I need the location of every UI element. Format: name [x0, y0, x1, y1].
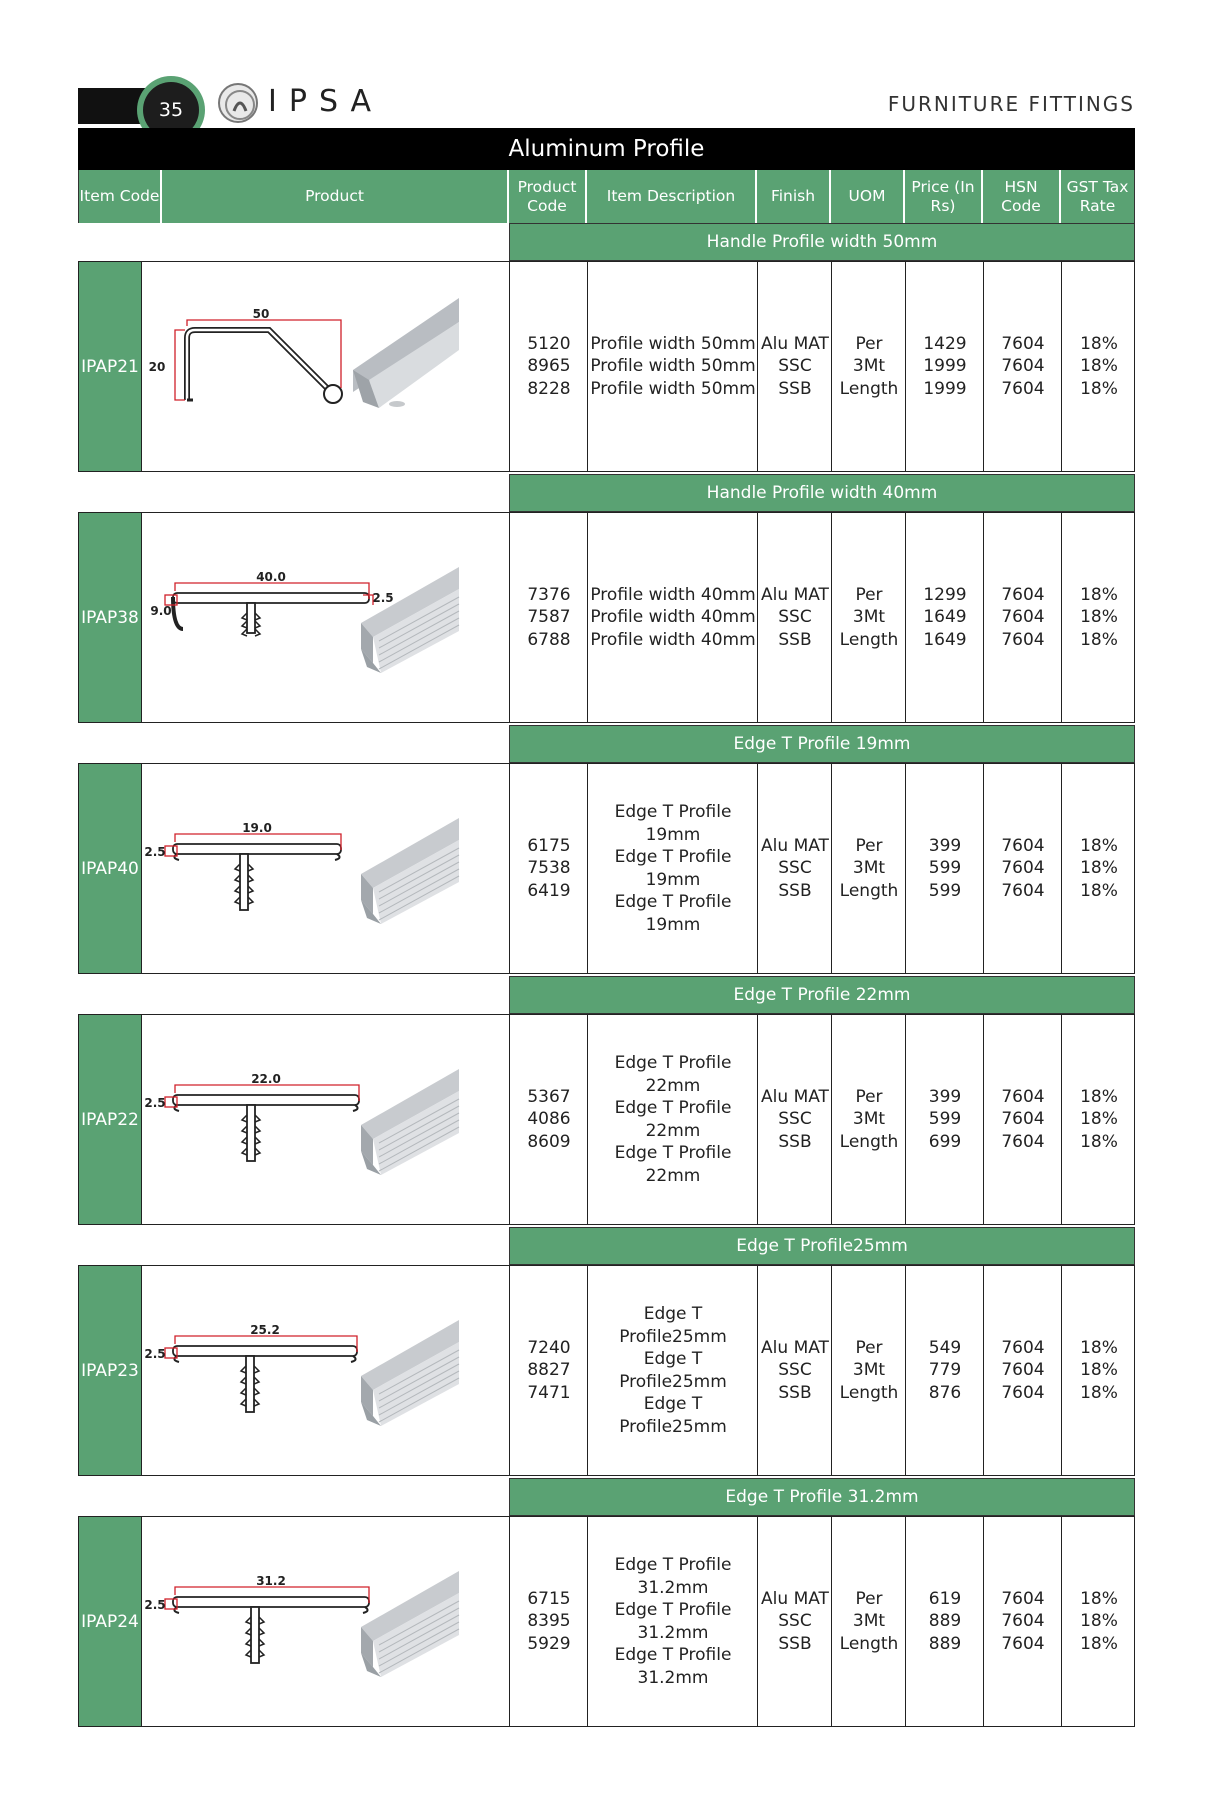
product-row: [78, 1265, 1135, 1476]
cell-value: 7604: [1001, 1382, 1045, 1403]
uom: [833, 262, 905, 471]
divider: [983, 1517, 984, 1726]
cell-value: SSB: [778, 1382, 812, 1403]
product-codes: [511, 1266, 587, 1475]
cell-value: 18%: [1080, 835, 1118, 856]
cell-value: 3Mt: [852, 1360, 886, 1381]
cell-value: 18%: [1080, 858, 1118, 879]
finishes: [759, 1517, 831, 1726]
divider: [831, 1015, 832, 1224]
gst-rates: [1063, 764, 1135, 973]
brand-name: IPSA: [268, 84, 384, 119]
cell-value: 549: [928, 1337, 962, 1358]
uom: [833, 1517, 905, 1726]
cell-value: Edge T Profile25mm: [619, 1394, 727, 1437]
prices: [907, 1517, 983, 1726]
cell-value: 6788: [527, 629, 571, 650]
divider: [1061, 1517, 1062, 1726]
cell-value: Edge T Profile25mm: [619, 1304, 727, 1347]
divider: [1061, 513, 1062, 722]
cell-value: 599: [928, 1109, 962, 1130]
divider: [509, 1015, 510, 1224]
cell-value: 18%: [1080, 584, 1118, 605]
hsn-codes: [985, 262, 1061, 471]
product-row: [78, 1014, 1135, 1225]
item-code: IPAP24: [79, 1517, 142, 1726]
divider: [509, 764, 510, 973]
uom: [833, 513, 905, 722]
divider: [905, 262, 906, 471]
item-descriptions: [589, 513, 757, 722]
item-code: IPAP38: [79, 513, 142, 722]
divider: [757, 1517, 758, 1726]
product-row: [78, 1516, 1135, 1727]
cell-value: 7604: [1001, 1633, 1045, 1654]
cell-value: 8965: [527, 356, 571, 377]
cell-value: 7604: [1001, 378, 1045, 399]
cell-value: Alu MAT: [761, 1337, 829, 1358]
cell-value: 7604: [1001, 607, 1045, 628]
hsn-codes: [985, 513, 1061, 722]
product-codes: [511, 262, 587, 471]
cell-value: Alu MAT: [761, 1086, 829, 1107]
cell-value: 5367: [527, 1086, 571, 1107]
cell-value: 18%: [1080, 1109, 1118, 1130]
cell-value: 7376: [527, 584, 571, 605]
item-descriptions: [589, 1015, 757, 1224]
cell-value: 7604: [1001, 880, 1045, 901]
cell-value: Profile width 50mm: [590, 378, 756, 399]
cell-value: Edge T Profile 31.2mm: [614, 1645, 732, 1688]
column-header-gst: GST Tax Rate: [1061, 170, 1135, 223]
cell-value: 8827: [527, 1360, 571, 1381]
cell-value: 18%: [1080, 1382, 1118, 1403]
cell-value: 5120: [527, 333, 571, 354]
gst-rates: [1063, 513, 1135, 722]
dimension-label: 22.0: [251, 1072, 281, 1086]
product-codes: [511, 1015, 587, 1224]
cell-value: 18%: [1080, 1360, 1118, 1381]
column-header-hsn-code: HSN Code: [983, 170, 1061, 223]
cell-value: SSB: [778, 880, 812, 901]
cell-value: Edge T Profile 19mm: [614, 802, 732, 845]
dimension-label: 2.5: [144, 845, 166, 859]
column-header-price: Price (In Rs): [905, 170, 983, 223]
hsn-codes: [985, 764, 1061, 973]
finishes: [759, 1266, 831, 1475]
divider: [983, 262, 984, 471]
dimension-label: 31.2: [256, 1574, 286, 1588]
cell-value: Length: [839, 1131, 899, 1152]
item-code: IPAP21: [79, 262, 142, 471]
cell-value: 8228: [527, 378, 571, 399]
cell-value: Per: [855, 333, 883, 354]
cell-value: SSC: [778, 1611, 812, 1632]
cell-value: 7604: [1001, 835, 1045, 856]
cell-value: 18%: [1080, 1588, 1118, 1609]
cell-value: Edge T Profile 22mm: [614, 1143, 732, 1186]
cell-value: 7587: [527, 607, 571, 628]
product-codes: [511, 513, 587, 722]
cell-value: Length: [839, 880, 899, 901]
cell-value: 1299: [923, 584, 967, 605]
divider: [509, 513, 510, 722]
uom: [833, 1015, 905, 1224]
cell-value: Edge T Profile 31.2mm: [614, 1555, 732, 1598]
cell-value: Per: [855, 835, 883, 856]
divider: [905, 1517, 906, 1726]
divider: [831, 764, 832, 973]
divider: [831, 513, 832, 722]
cell-value: 7604: [1001, 356, 1045, 377]
item-code: IPAP23: [79, 1266, 142, 1475]
cell-value: 18%: [1080, 1131, 1118, 1152]
cell-value: 3Mt: [852, 607, 886, 628]
divider: [757, 764, 758, 973]
divider: [509, 1266, 510, 1475]
prices: [907, 1015, 983, 1224]
divider: [587, 1517, 588, 1726]
cell-value: 3Mt: [852, 356, 886, 377]
cell-value: 1649: [923, 607, 967, 628]
divider: [509, 1517, 510, 1726]
cell-value: 18%: [1080, 1633, 1118, 1654]
section-band-label: Edge T Profile 19mm: [733, 734, 911, 754]
page-title: Aluminum Profile: [78, 128, 1135, 170]
cell-value: Edge T Profile 22mm: [614, 1098, 732, 1141]
divider: [831, 1517, 832, 1726]
section-band: [509, 976, 1135, 1014]
cell-value: 889: [928, 1633, 962, 1654]
section-band: [509, 474, 1135, 512]
cell-value: Edge T Profile 22mm: [614, 1053, 732, 1096]
cell-value: Edge T Profile 19mm: [614, 847, 732, 890]
cell-value: 599: [928, 880, 962, 901]
cell-value: 3Mt: [852, 858, 886, 879]
cell-value: Edge T Profile 31.2mm: [614, 1600, 732, 1643]
cell-value: Length: [839, 629, 899, 650]
dimension-label: 9.0: [150, 604, 172, 618]
cell-value: 699: [928, 1131, 962, 1152]
cell-value: SSB: [778, 629, 812, 650]
dimension-label: 19.0: [242, 821, 272, 835]
column-header-item-description: Item Description: [587, 170, 757, 223]
dimension-label: 25.2: [250, 1323, 280, 1337]
cell-value: Length: [839, 378, 899, 399]
cell-value: 7604: [1001, 333, 1045, 354]
uom: [833, 1266, 905, 1475]
cell-value: 7604: [1001, 1086, 1045, 1107]
section-band-label: Handle Profile width 50mm: [706, 232, 938, 252]
section-label: FURNITURE FITTINGS: [887, 92, 1135, 116]
divider: [905, 1015, 906, 1224]
column-header-item-code: Item Code: [78, 170, 162, 223]
dimension-label: 2.5: [144, 1096, 166, 1110]
cell-value: 18%: [1080, 880, 1118, 901]
cell-value: 18%: [1080, 1086, 1118, 1107]
finishes: [759, 513, 831, 722]
cell-value: 7471: [527, 1382, 571, 1403]
product-row: [78, 261, 1135, 472]
cell-value: 4086: [527, 1109, 571, 1130]
divider: [983, 764, 984, 973]
cell-value: 7604: [1001, 1360, 1045, 1381]
cell-value: 3Mt: [852, 1109, 886, 1130]
cell-value: 399: [928, 835, 962, 856]
divider: [1061, 764, 1062, 973]
hsn-codes: [985, 1517, 1061, 1726]
product-codes: [511, 764, 587, 973]
cell-value: 8395: [527, 1611, 571, 1632]
cell-value: 599: [928, 858, 962, 879]
cell-value: 7604: [1001, 584, 1045, 605]
finishes: [759, 1015, 831, 1224]
section-band-label: Edge T Profile25mm: [736, 1236, 908, 1256]
divider: [1061, 262, 1062, 471]
section-band: [509, 223, 1135, 261]
gst-rates: [1063, 1015, 1135, 1224]
cell-value: 18%: [1080, 378, 1118, 399]
cell-value: Alu MAT: [761, 584, 829, 605]
cell-value: Length: [839, 1633, 899, 1654]
prices: [907, 764, 983, 973]
column-header-finish: Finish: [757, 170, 831, 223]
uom: [833, 764, 905, 973]
cell-value: 18%: [1080, 356, 1118, 377]
cell-value: Per: [855, 1086, 883, 1107]
cell-value: 1649: [923, 629, 967, 650]
cell-value: 7538: [527, 858, 571, 879]
cell-value: 18%: [1080, 333, 1118, 354]
cell-value: 7240: [527, 1337, 571, 1358]
divider: [587, 513, 588, 722]
cell-value: 889: [928, 1611, 962, 1632]
cell-value: 619: [928, 1588, 962, 1609]
column-header-uom: UOM: [831, 170, 905, 223]
dimension-label: 2.5: [372, 591, 394, 605]
divider: [587, 262, 588, 471]
cell-value: 7604: [1001, 629, 1045, 650]
product-codes: [511, 1517, 587, 1726]
cell-value: 3Mt: [852, 1611, 886, 1632]
section-band: [509, 725, 1135, 763]
divider: [587, 1266, 588, 1475]
cell-value: 1429: [923, 333, 967, 354]
brand-logo-icon: [218, 83, 258, 123]
cell-value: Length: [839, 1382, 899, 1403]
divider: [757, 1266, 758, 1475]
cell-value: Alu MAT: [761, 333, 829, 354]
cell-value: Edge T Profile25mm: [619, 1349, 727, 1392]
cell-value: SSC: [778, 858, 812, 879]
gst-rates: [1063, 1517, 1135, 1726]
divider: [905, 513, 906, 722]
divider: [757, 513, 758, 722]
dimension-label: 40.0: [256, 570, 286, 584]
prices: [907, 262, 983, 471]
cell-value: 18%: [1080, 629, 1118, 650]
product-row: [78, 763, 1135, 974]
cell-value: SSC: [778, 1109, 812, 1130]
section-band-label: Handle Profile width 40mm: [706, 483, 938, 503]
hsn-codes: [985, 1015, 1061, 1224]
cell-value: 7604: [1001, 858, 1045, 879]
cell-value: 5929: [527, 1633, 571, 1654]
divider: [983, 1015, 984, 1224]
column-header-product: Product: [162, 170, 509, 223]
divider: [587, 1015, 588, 1224]
cell-value: Profile width 40mm: [590, 607, 756, 628]
cell-value: SSB: [778, 378, 812, 399]
product-row: [78, 512, 1135, 723]
section-band: [509, 1227, 1135, 1265]
cell-value: Profile width 50mm: [590, 356, 756, 377]
cell-value: 1999: [923, 356, 967, 377]
item-code: IPAP40: [79, 764, 142, 973]
cell-value: 876: [928, 1382, 962, 1403]
cell-value: 6715: [527, 1588, 571, 1609]
cell-value: 7604: [1001, 1131, 1045, 1152]
divider: [905, 1266, 906, 1475]
cell-value: 7604: [1001, 1611, 1045, 1632]
item-descriptions: [589, 1517, 757, 1726]
section-band-label: Edge T Profile 22mm: [733, 985, 911, 1005]
gst-rates: [1063, 262, 1135, 471]
item-descriptions: [589, 764, 757, 973]
finishes: [759, 262, 831, 471]
divider: [757, 262, 758, 471]
cell-value: Per: [855, 1337, 883, 1358]
cell-value: Alu MAT: [761, 835, 829, 856]
column-header-product-code: Product Code: [509, 170, 587, 223]
item-descriptions: [589, 1266, 757, 1475]
cell-value: Profile width 40mm: [590, 584, 756, 605]
cell-value: 6175: [527, 835, 571, 856]
finishes: [759, 764, 831, 973]
cell-value: Alu MAT: [761, 1588, 829, 1609]
cell-value: SSC: [778, 356, 812, 377]
cell-value: 8609: [527, 1131, 571, 1152]
divider: [831, 1266, 832, 1475]
divider: [983, 513, 984, 722]
item-descriptions: [589, 262, 757, 471]
dimension-label: 2.5: [144, 1598, 166, 1612]
page-number: 35: [143, 82, 199, 138]
cell-value: SSC: [778, 1360, 812, 1381]
divider: [1061, 1015, 1062, 1224]
divider: [831, 262, 832, 471]
cell-value: 6419: [527, 880, 571, 901]
divider: [757, 1015, 758, 1224]
item-code: IPAP22: [79, 1015, 142, 1224]
cell-value: Per: [855, 1588, 883, 1609]
prices: [907, 1266, 983, 1475]
cell-value: Profile width 50mm: [590, 333, 756, 354]
divider: [905, 764, 906, 973]
cell-value: Profile width 40mm: [590, 629, 756, 650]
cell-value: 399: [928, 1086, 962, 1107]
gst-rates: [1063, 1266, 1135, 1475]
cell-value: Per: [855, 584, 883, 605]
cell-value: SSB: [778, 1633, 812, 1654]
dimension-label: 20: [148, 360, 166, 374]
divider: [509, 262, 510, 471]
prices: [907, 513, 983, 722]
cell-value: 18%: [1080, 607, 1118, 628]
cell-value: 1999: [923, 378, 967, 399]
cell-value: SSC: [778, 607, 812, 628]
dimension-label: 50: [252, 307, 270, 321]
cell-value: SSB: [778, 1131, 812, 1152]
cell-value: 7604: [1001, 1109, 1045, 1130]
cell-value: 779: [928, 1360, 962, 1381]
cell-value: 7604: [1001, 1588, 1045, 1609]
hsn-codes: [985, 1266, 1061, 1475]
cell-value: 7604: [1001, 1337, 1045, 1358]
cell-value: 18%: [1080, 1611, 1118, 1632]
section-band-label: Edge T Profile 31.2mm: [725, 1487, 919, 1507]
section-band: [509, 1478, 1135, 1516]
divider: [587, 764, 588, 973]
cell-value: 18%: [1080, 1337, 1118, 1358]
divider: [1061, 1266, 1062, 1475]
divider: [983, 1266, 984, 1475]
cell-value: Edge T Profile 19mm: [614, 892, 732, 935]
dimension-label: 2.5: [144, 1347, 166, 1361]
